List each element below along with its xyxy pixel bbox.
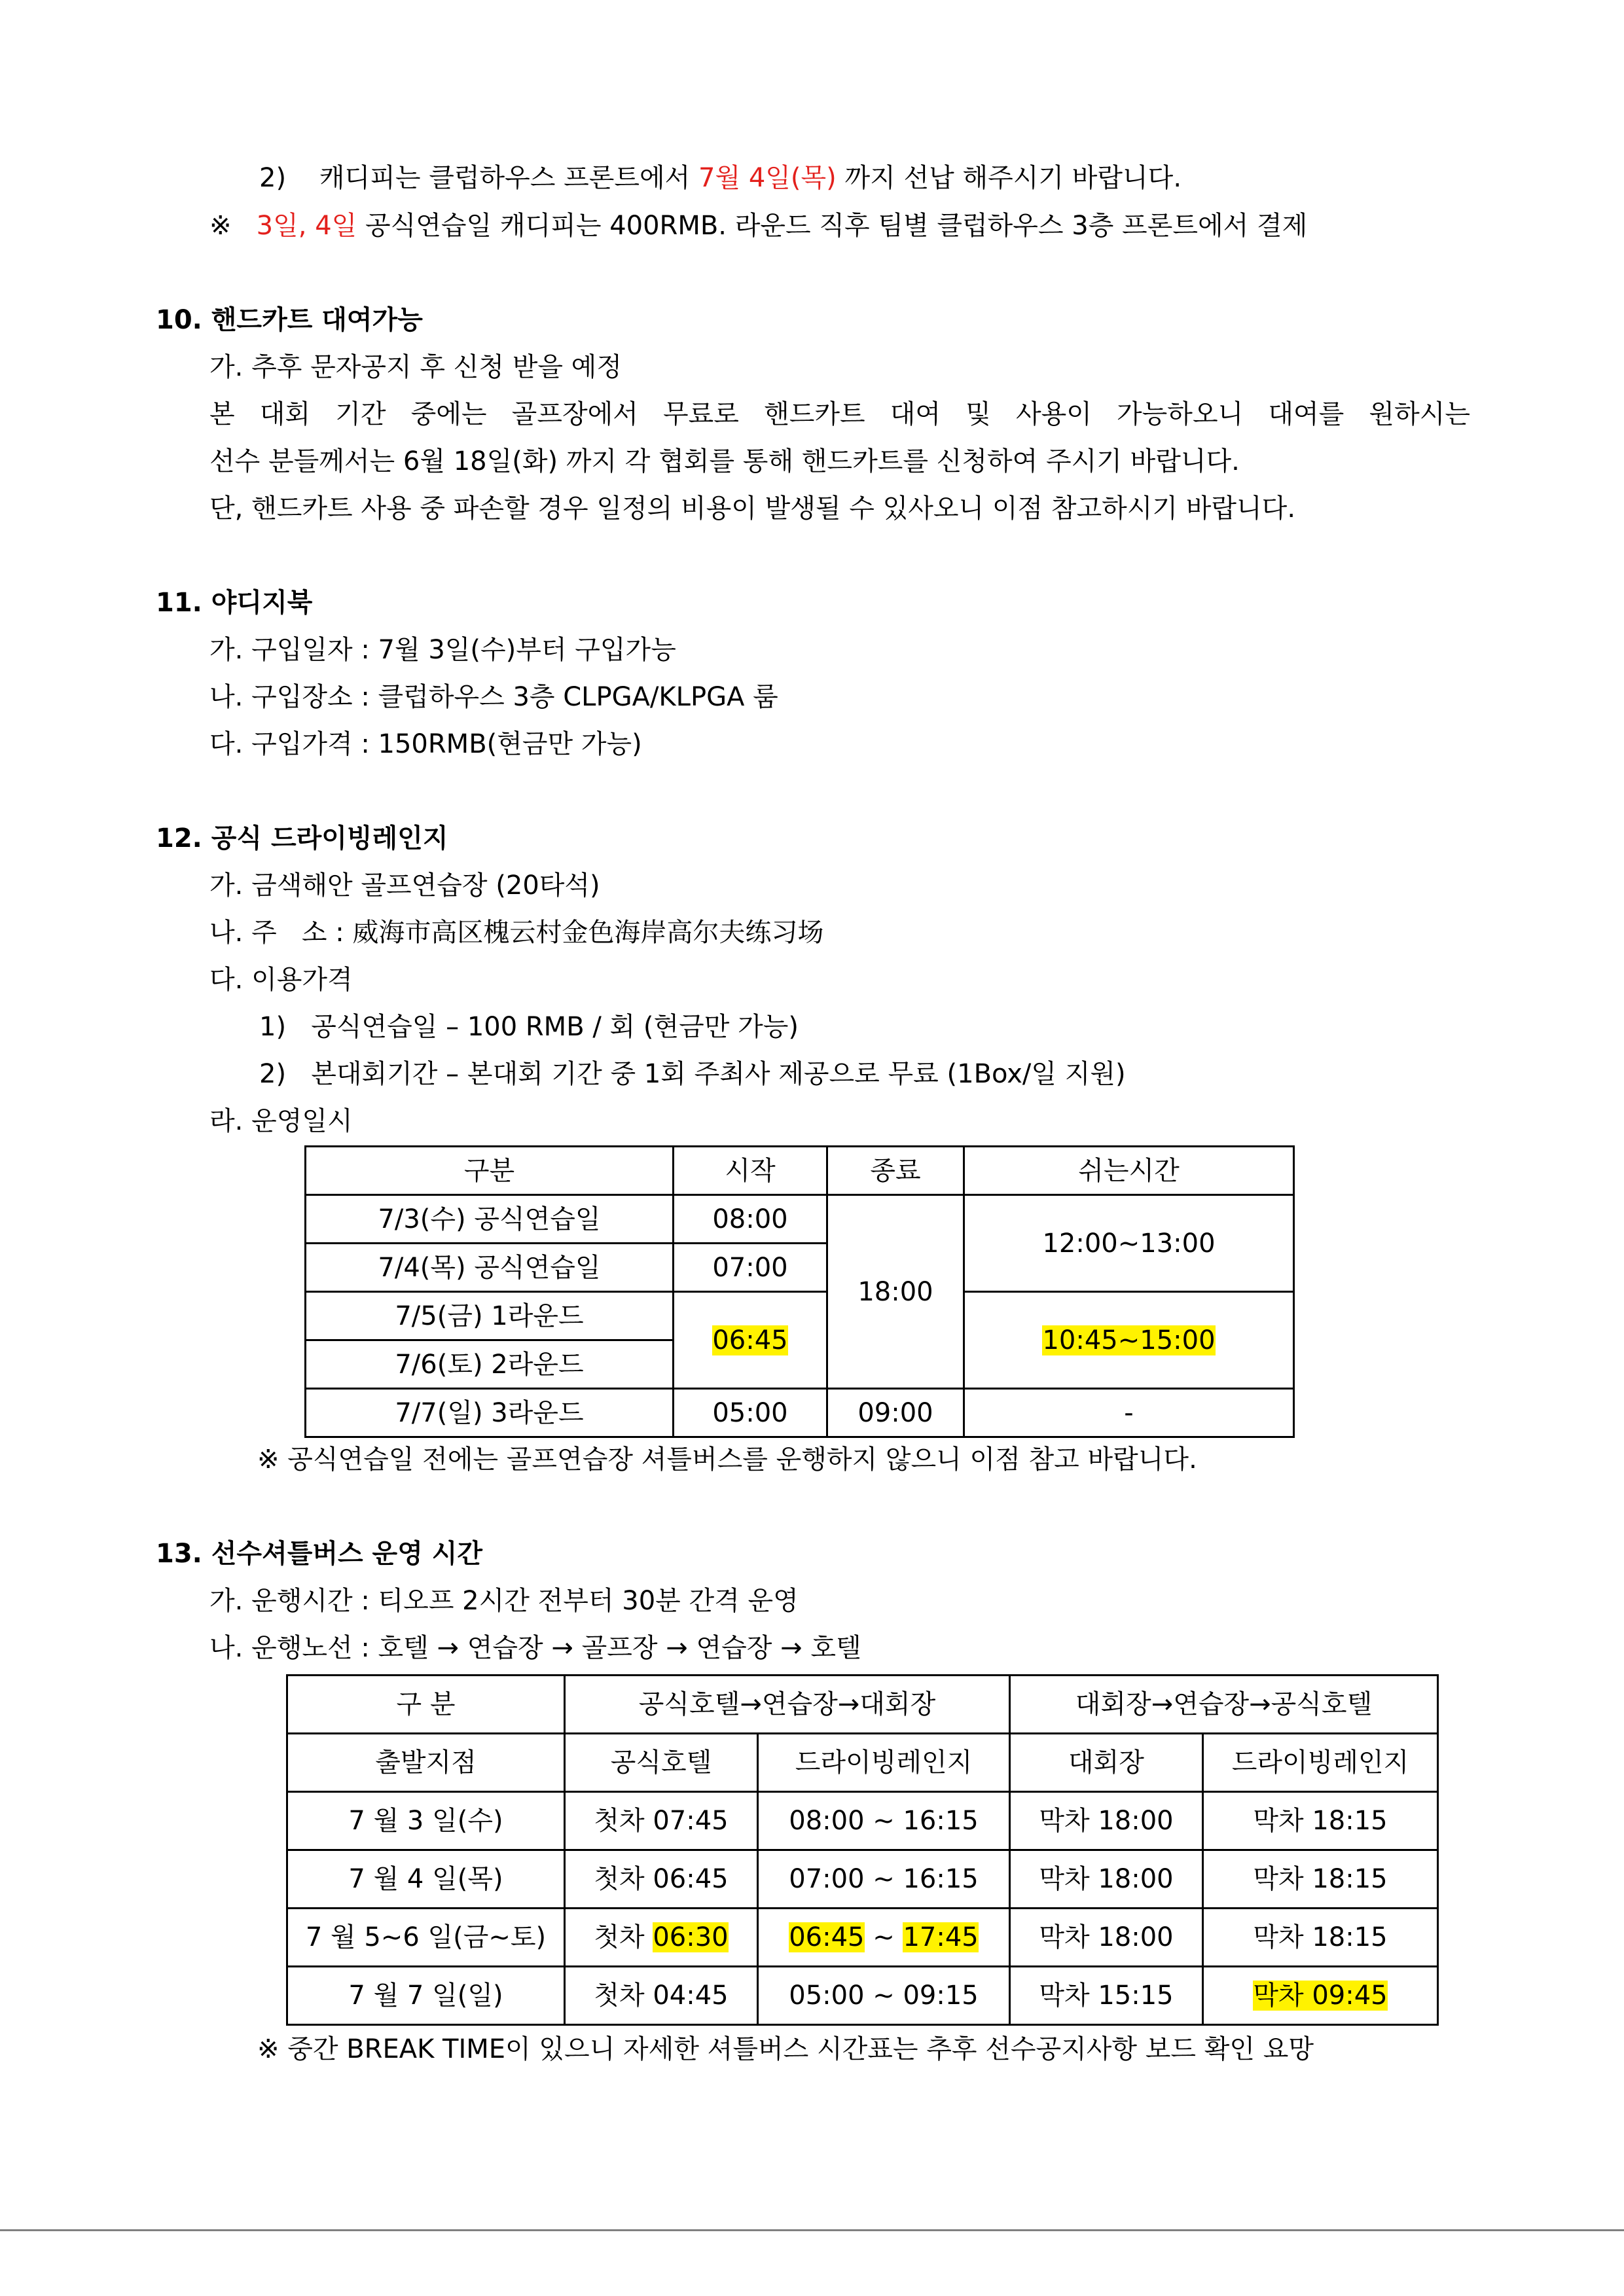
row-last-bus-range: [1203, 1967, 1438, 2025]
sub-header: 공식호텔: [565, 1734, 758, 1792]
practice-days: 3일, 4일: [256, 211, 357, 241]
highlighted-time: 06:45: [789, 1922, 865, 1952]
row-start: 07:00: [674, 1244, 827, 1292]
section-10-title: 10. 핸드카트 대여가능: [156, 305, 423, 335]
caddie-fee-deadline: 7월 4일(목): [698, 163, 837, 193]
sub-header: 출발지점: [287, 1734, 565, 1792]
s12-price-2: 2) 본대회기간 – 본대회 기간 중 1회 주최사 제공으로 무료 (1Box/일 지원): [259, 1059, 1126, 1089]
row-first-bus: 첫차 04:45: [565, 1967, 758, 2025]
row-day: 7 월 3 일(수): [287, 1792, 565, 1850]
shuttle-bus-table: [286, 1674, 1439, 2026]
row-start-round: [674, 1292, 827, 1389]
col-header-outbound: 공식호텔→연습장→대회장: [565, 1676, 1010, 1734]
driving-range-schedule-table: [304, 1145, 1295, 1438]
row-end-common: 18:00: [827, 1195, 964, 1389]
row-end: 09:00: [827, 1389, 964, 1437]
caddie-fee-text: 캐디피는 클럽하우스 프론트에서: [319, 163, 691, 193]
row-range-time: 05:00 ~ 09:15: [758, 1967, 1010, 2025]
s13-line-2: 나. 운행노선 : 호텔 → 연습장 → 골프장 → 연습장 → 호텔: [209, 1633, 861, 1663]
s10-line-4: 단, 핸드카트 사용 중 파손할 경우 일정의 비용이 발생될 수 있사오니 이점 참고하시기 바랍니다.: [209, 493, 1296, 524]
practice-caddie-fee-text: 공식연습일 캐디피는 400RMB. 라운드 직후 팀별 클럽하우스 3층 프론트에서 결제: [365, 211, 1308, 241]
row-last-bus-range: 막차 18:15: [1203, 1850, 1438, 1909]
s11-line-2: 나. 구입장소 : 클럽하우스 3층 CLPGA/KLPGA 룸: [209, 682, 778, 712]
s12-price-1: 1) 공식연습일 – 100 RMB / 회 (현금만 가능): [259, 1012, 799, 1042]
row-last-bus: 막차 18:00: [1010, 1850, 1203, 1909]
col-header-category: 구 분: [287, 1676, 565, 1734]
row-range-time: 08:00 ~ 16:15: [758, 1792, 1010, 1850]
s12-line-6: 라. 운영일시: [209, 1106, 353, 1136]
row-last-bus: 막차 18:00: [1010, 1792, 1203, 1850]
s12-line-1: 가. 금색해안 골프연습장 (20타석): [209, 870, 600, 901]
caddie-fee-text-end: 까지 선납 해주시기 바랍니다.: [844, 163, 1182, 193]
list-number: 2): [259, 163, 287, 193]
row-last-bus-range: 막차 18:15: [1203, 1909, 1438, 1967]
row-day: 7/7(일) 3라운드: [306, 1389, 674, 1437]
caddie-fee-line: [259, 162, 1182, 194]
highlighted-time: 10:45~15:00: [1042, 1325, 1216, 1355]
s12-address: 나. 주 소 : 威海市高区槐云村金色海岸高尔夫练习场: [209, 918, 824, 948]
highlighted-time: 06:30: [653, 1922, 729, 1952]
row-first-bus: 첫차 06:45: [565, 1850, 758, 1909]
s10-line-1: 가. 추후 문자공지 후 신청 받을 예정: [209, 352, 622, 382]
row-break: -: [964, 1389, 1294, 1437]
sub-header: 대회장: [1010, 1734, 1203, 1792]
row-day: 7/5(금) 1라운드: [306, 1292, 674, 1340]
row-start: 05:00: [674, 1389, 827, 1437]
section-13-title: 13. 선수셔틀버스 운영 시간: [156, 1539, 483, 1569]
row-break-practice: 12:00~13:00: [964, 1195, 1294, 1292]
highlighted-time: 17:45: [903, 1922, 979, 1952]
s13-line-1: 가. 운행시간 : 티오프 2시간 전부터 30분 간격 운영: [209, 1586, 799, 1616]
highlighted-time: 06:45: [712, 1325, 788, 1355]
sub-header: 드라이빙레인지: [1203, 1734, 1438, 1792]
row-day: 7 월 4 일(목): [287, 1850, 565, 1909]
s10-line-2: 본 대회 기간 중에는 골프장에서 무료로 핸드카트 대여 및 사용이 가능하오니 대여를 원하시는: [209, 399, 1470, 429]
s12-line-3: 다. 이용가격: [209, 965, 353, 995]
row-break-round: [964, 1292, 1294, 1389]
row-first-bus: 첫차 07:45: [565, 1792, 758, 1850]
row-first-bus: [565, 1909, 758, 1967]
s10-line-3: 선수 분들께서는 6월 18일(화) 까지 각 협회를 통해 핸드카트를 신청하여 주시기 바랍니다.: [209, 446, 1240, 476]
row-day: 7/6(토) 2라운드: [306, 1340, 674, 1389]
footer-divider: [0, 2229, 1624, 2231]
section-12-title: 12. 공식 드라이빙레인지: [156, 823, 448, 853]
note-mark: ※: [209, 211, 232, 241]
range-separator: ~: [873, 1922, 895, 1952]
row-day: 7 월 5~6 일(금~토): [287, 1909, 565, 1967]
row-last-bus: 막차 18:00: [1010, 1909, 1203, 1967]
col-header-start: 시작: [674, 1147, 827, 1195]
col-header-end: 종료: [827, 1147, 964, 1195]
row-day: 7 월 7 일(일): [287, 1967, 565, 2025]
caddie-fee-note: [209, 210, 1307, 242]
col-header-break: 쉬는시간: [964, 1147, 1294, 1195]
row-last-bus: 막차 15:15: [1010, 1967, 1203, 2025]
col-header-category: 구분: [306, 1147, 674, 1195]
row-last-bus-range: 막차 18:15: [1203, 1792, 1438, 1850]
row-range-time: [758, 1909, 1010, 1967]
row-day: 7/4(목) 공식연습일: [306, 1244, 674, 1292]
s13-note: ※ 중간 BREAK TIME이 있으니 자세한 셔틀버스 시간표는 추후 선수공지사항 보드 확인 요망: [257, 2034, 1314, 2064]
s11-line-3: 다. 구입가격 : 150RMB(현금만 가능): [209, 729, 642, 759]
row-day: 7/3(수) 공식연습일: [306, 1195, 674, 1244]
col-header-return: 대회장→연습장→공식호텔: [1010, 1676, 1438, 1734]
s12-note: ※ 공식연습일 전에는 골프연습장 셔틀버스를 운행하지 않으니 이점 참고 바랍니다.: [257, 1444, 1197, 1475]
highlighted-time: 막차 09:45: [1253, 1981, 1388, 2011]
first-bus-label: 첫차: [594, 1922, 645, 1952]
row-start: 08:00: [674, 1195, 827, 1244]
sub-header: 드라이빙레인지: [758, 1734, 1010, 1792]
row-range-time: 07:00 ~ 16:15: [758, 1850, 1010, 1909]
s11-line-1: 가. 구입일자 : 7월 3일(수)부터 구입가능: [209, 635, 676, 665]
section-11-title: 11. 야디지북: [156, 588, 313, 618]
